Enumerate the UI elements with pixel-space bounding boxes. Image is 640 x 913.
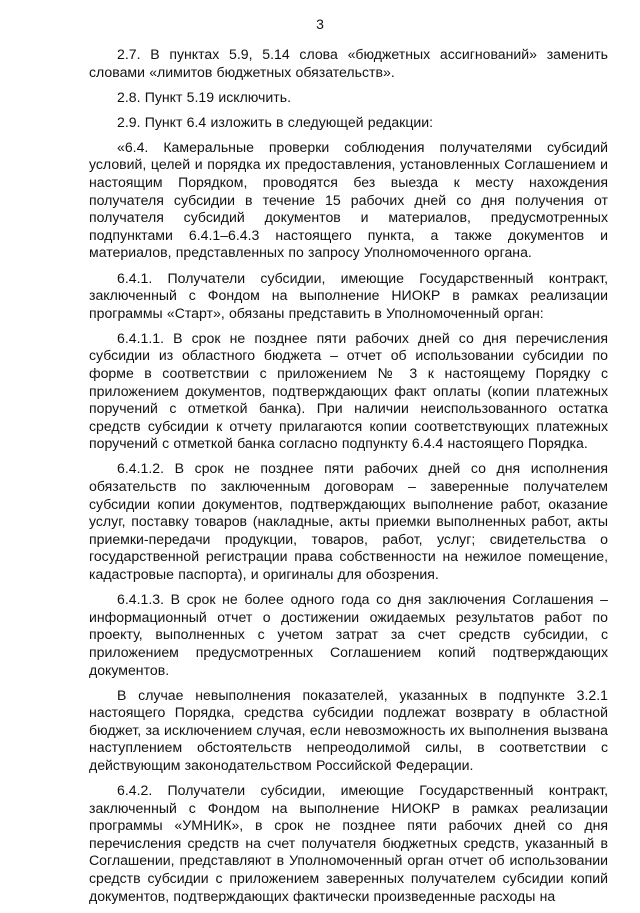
paragraph-2-9: 2.9. Пункт 6.4 изложить в следующей редакции: <box>117 113 434 130</box>
paragraph-2-7: 2.7. В пунктах 5.9, 5.14 слова «бюджетных ассигнований» заменить словами «лимитов бюджетных обязательств». <box>89 46 608 80</box>
document-body <box>89 46 608 913</box>
paragraph-6-4-1: 6.4.1. Получатели субсидии, имеющие Государственный контракт, заключенный с Фондом на выполнение НИОКР в рамках реализации программы «Старт», обязаны представить в Уполномоченный орган: <box>89 269 608 321</box>
paragraph-6-4-1-3: 6.4.1.3. В срок не более одного года со дня заключения Соглашения – информационный отчет о достижении ожидаемых результатов работ по проекту, выполненных с учетом затрат за счет средств субсидии, с приложением предусмотренных Соглашением копий подтверждающих документов. <box>89 591 608 678</box>
paragraph-non-fulfillment: В случае невыполнения показателей, указанных в подпункте 3.2.1 настоящего Порядка, средства субсидии подлежат возврату в областной бюджет, за исключением случая, если невозможность их выполнения вызвана наступлением обстоятельств непреодолимой силы, в соответствии с действующим законодательством Российской Федерации. <box>89 686 608 773</box>
paragraph-2-8: 2.8. Пункт 5.19 исключить. <box>117 88 291 105</box>
paragraph-6-4-1-1: 6.4.1.1. В срок не позднее пяти рабочих дней со дня перечисления субсидии из областного бюджета – отчет об использовании субсидии по форме в соответствии с приложением № 3 к настоящему Порядку с приложением документов, подтверждающих факт оплаты (копии платежных поручений с отметкой банка). При наличии неиспользованного остатка средств субсидии к отчету прилагаются копии соответствующих платежных поручений с отметкой банка согласно подпункту 6.4.4 настоящего Порядка. <box>89 329 608 452</box>
paragraph-6-4-2: 6.4.2. Получатели субсидии, имеющие Государственный контракт, заключенный с Фондом на выполнение НИОКР в рамках реализации программы «УМНИК», в срок не позднее пяти рабочих дней со дня перечисления средств на счет получателя бюджетных средств, указанный в Соглашении, представляют в Уполномоченный орган отчет об использовании средств субсидии с приложением заверенных получателем субсидии копий документов, подтверждающих фактически произведенные расходы на <box>89 782 608 904</box>
paragraph-6-4-1-2: 6.4.1.2. В срок не позднее пяти рабочих дней со дня исполнения обязательств по заключенным договорам – заверенные получателем субсидии копии документов, подтверждающих выполнение работ, оказание услуг, поставку товаров (накладные, акты приемки выполненных работ, акты приемки-передачи продукции, товаров, работ, услуг; свидетельства о государственной регистрации права собственности на нежилое помещение, кадастровые паспорта), и оригиналы для обозрения. <box>89 460 608 583</box>
paragraph-6-4: «6.4. Камеральные проверки соблюдения получателями субсидий условий, целей и порядка их предоставления, установленных Соглашением и настоящим Порядком, проводятся без выезда к месту нахождения получателя субсидии в течение 15 рабочих дней со дня получения от получателя субсидий документов и материалов, предусмотренных подпунктами 6.4.1–6.4.3 настоящего пункта, а также документов и материалов, представленных по запросу Уполномоченного органа. <box>89 138 608 261</box>
page-number: 3 <box>316 16 324 32</box>
